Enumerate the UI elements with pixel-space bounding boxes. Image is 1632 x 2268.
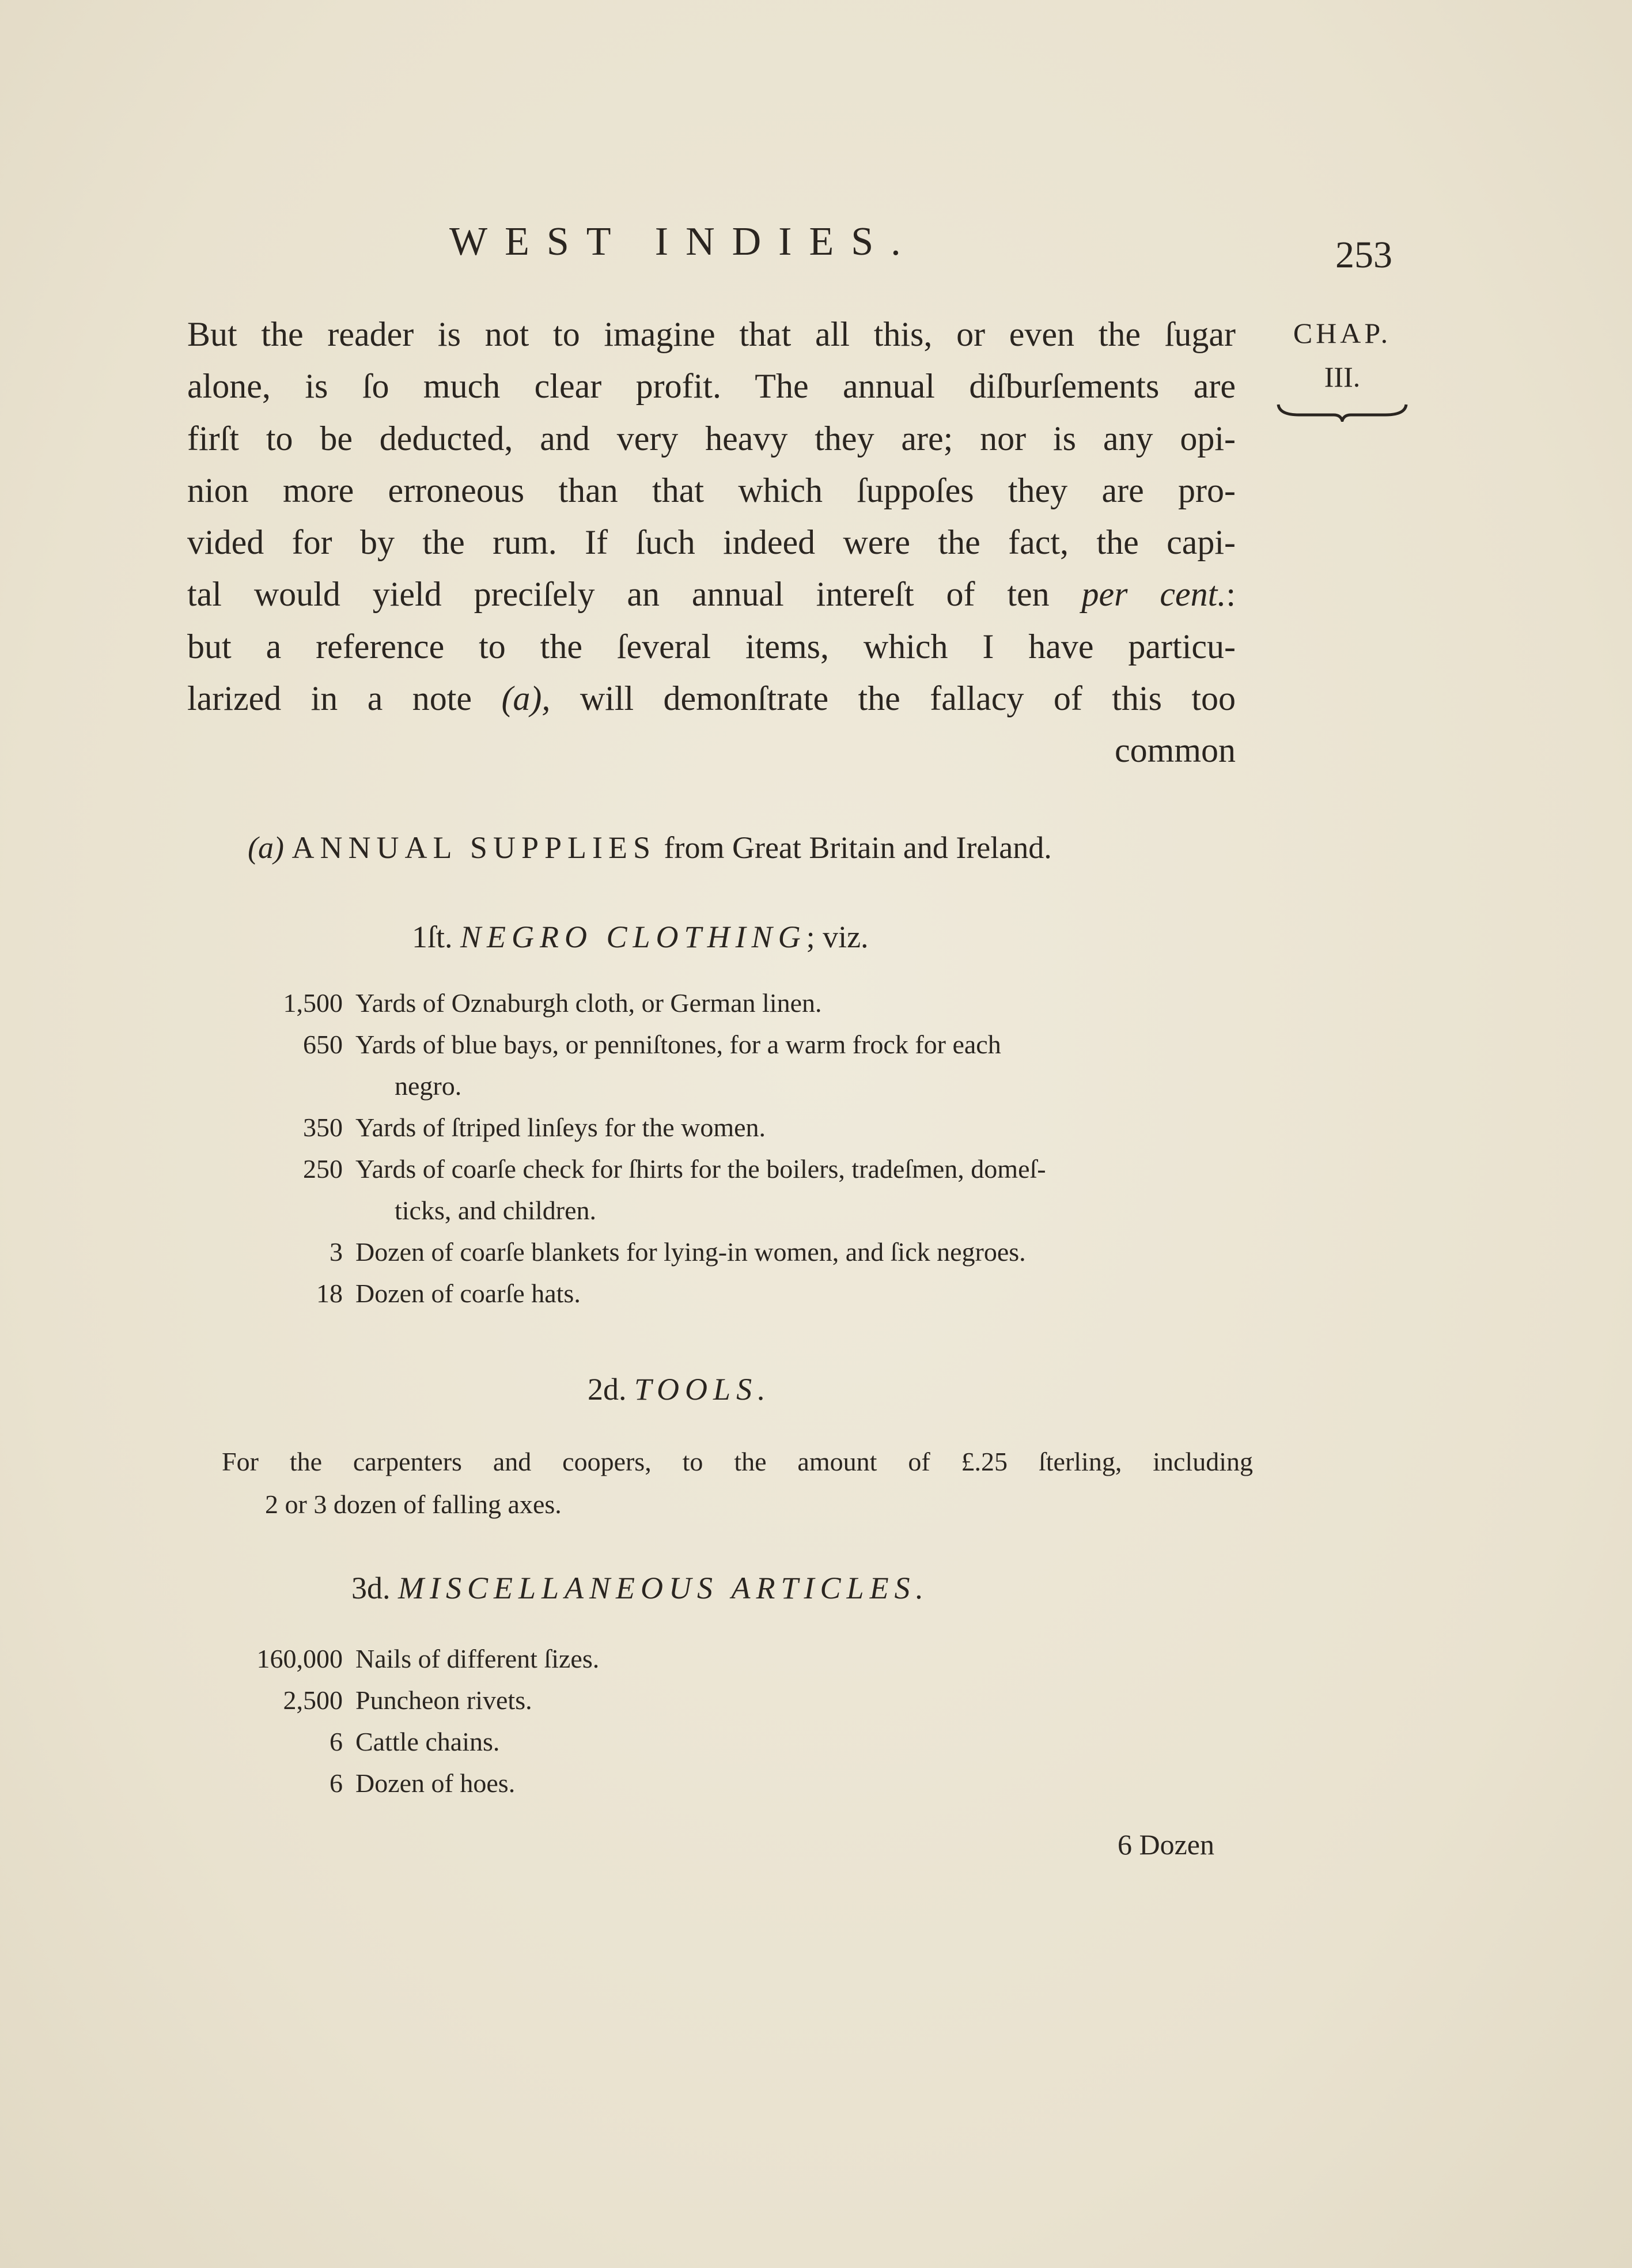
section-1-ordinal: 1ſt. (412, 920, 453, 954)
list-item (187, 1273, 581, 1314)
footnote-title-rest: from Great Britain and Ireland. (664, 830, 1052, 865)
section-3-ordinal: 3d. (351, 1571, 391, 1605)
catchword: 6 Dozen (1118, 1828, 1214, 1861)
item-text: Nails of different ſizes. (355, 1644, 600, 1673)
list-item (187, 1721, 499, 1763)
tools-paragraph (222, 1441, 1253, 1526)
running-title: WEST INDIES. (449, 220, 918, 264)
list-item (187, 982, 822, 1024)
body-line-8 (187, 672, 1236, 724)
item-quantity: 3 (330, 1237, 343, 1267)
item-quantity: 650 (303, 1030, 343, 1059)
section-3-heading (351, 1570, 929, 1606)
item-text: Yards of coarſe check for ſhirts for the boilers, tradeſmen, domeſ- (355, 1154, 1046, 1184)
section-3-title: MISCELLANEOUS ARTICLES. (398, 1571, 930, 1605)
item-text: Dozen of coarſe blankets for lying-in women, and ſick negroes. (355, 1237, 1026, 1267)
item-quantity: 350 (303, 1113, 343, 1142)
body-line-8-rest: will demonſtrate the fallacy of this too (580, 679, 1236, 718)
item-text: Dozen of coarſe hats. (355, 1279, 581, 1308)
item-quantity: 250 (303, 1154, 343, 1184)
body-line-4: nion more erroneous than that which ſuppoſes they are pro- (187, 471, 1236, 509)
list-item (187, 1680, 532, 1721)
body-line-7: but a reference to the ſeveral items, which I have particu- (187, 627, 1236, 666)
item-text: Yards of blue bays, or penniſtones, for a warm frock for each (355, 1030, 1001, 1059)
body-line-9: common (1115, 731, 1236, 770)
item-quantity: 1,500 (283, 988, 343, 1018)
per-cent-italic: per cent. (1081, 575, 1226, 614)
chap-numeral: III. (1324, 361, 1361, 393)
note-reference: (a), (501, 679, 551, 718)
section-2-title: TOOLS. (634, 1372, 771, 1407)
item-text: Cattle chains. (355, 1727, 500, 1756)
section-1-heading (412, 919, 869, 955)
section-1-suffix: ; viz. (806, 920, 869, 954)
item-quantity: 2,500 (283, 1685, 343, 1715)
list-item (187, 1107, 766, 1148)
body-line-5: vided for by the rum. If ſuch indeed were the fact, the capi- (187, 523, 1236, 562)
section-2-ordinal: 2d. (588, 1372, 627, 1407)
item-text: Puncheon rivets. (355, 1685, 532, 1715)
list-item (187, 1231, 1026, 1273)
item-quantity: 18 (316, 1279, 343, 1308)
body-line-8-text: larized in a note (187, 679, 472, 718)
item-continuation: negro. (395, 1071, 462, 1101)
colon: : (1226, 575, 1236, 614)
chapter-margin-note (1273, 311, 1411, 422)
brace-ornament-icon (1276, 402, 1408, 422)
item-text: Dozen of hoes. (355, 1768, 516, 1798)
body-line-6-text: tal would yield preciſely an annual intereſt of ten (187, 575, 1050, 614)
tools-line-2: 2 or 3 dozen of falling axes. (265, 1490, 562, 1519)
item-text: Yards of ſtriped linſeys for the women. (355, 1113, 766, 1142)
list-item (187, 1148, 1046, 1231)
body-line-3: firſt to be deducted, and very heavy they are; nor is any opi- (187, 419, 1236, 458)
item-text: Yards of Oznaburgh cloth, or German linen. (355, 988, 822, 1018)
item-quantity: 6 (330, 1768, 343, 1798)
tools-line-1: For the carpenters and coopers, to the amount of £.25 ſterling, including (222, 1447, 1253, 1476)
chap-label: CHAP. (1293, 317, 1392, 349)
footnote-heading (248, 830, 1052, 865)
section-1-title: NEGRO CLOTHING (460, 920, 806, 954)
body-line-6 (187, 568, 1236, 620)
item-continuation: ticks, and children. (395, 1196, 597, 1225)
list-item (187, 1638, 599, 1680)
item-quantity: 6 (330, 1727, 343, 1756)
footnote-marker: (a) (248, 830, 284, 865)
footnote-title: ANNUAL SUPPLIES (291, 830, 657, 865)
body-line-2: alone, is ſo much clear profit. The annual diſburſements are (187, 367, 1236, 406)
list-item (187, 1024, 1001, 1107)
item-quantity: 160,000 (256, 1644, 343, 1673)
body-line-1: But the reader is not to imagine that all this, or even the ſugar (187, 315, 1236, 353)
page-number: 253 (1335, 234, 1392, 276)
main-paragraph (187, 308, 1236, 777)
section-2-heading (588, 1371, 771, 1407)
list-item (187, 1763, 515, 1804)
